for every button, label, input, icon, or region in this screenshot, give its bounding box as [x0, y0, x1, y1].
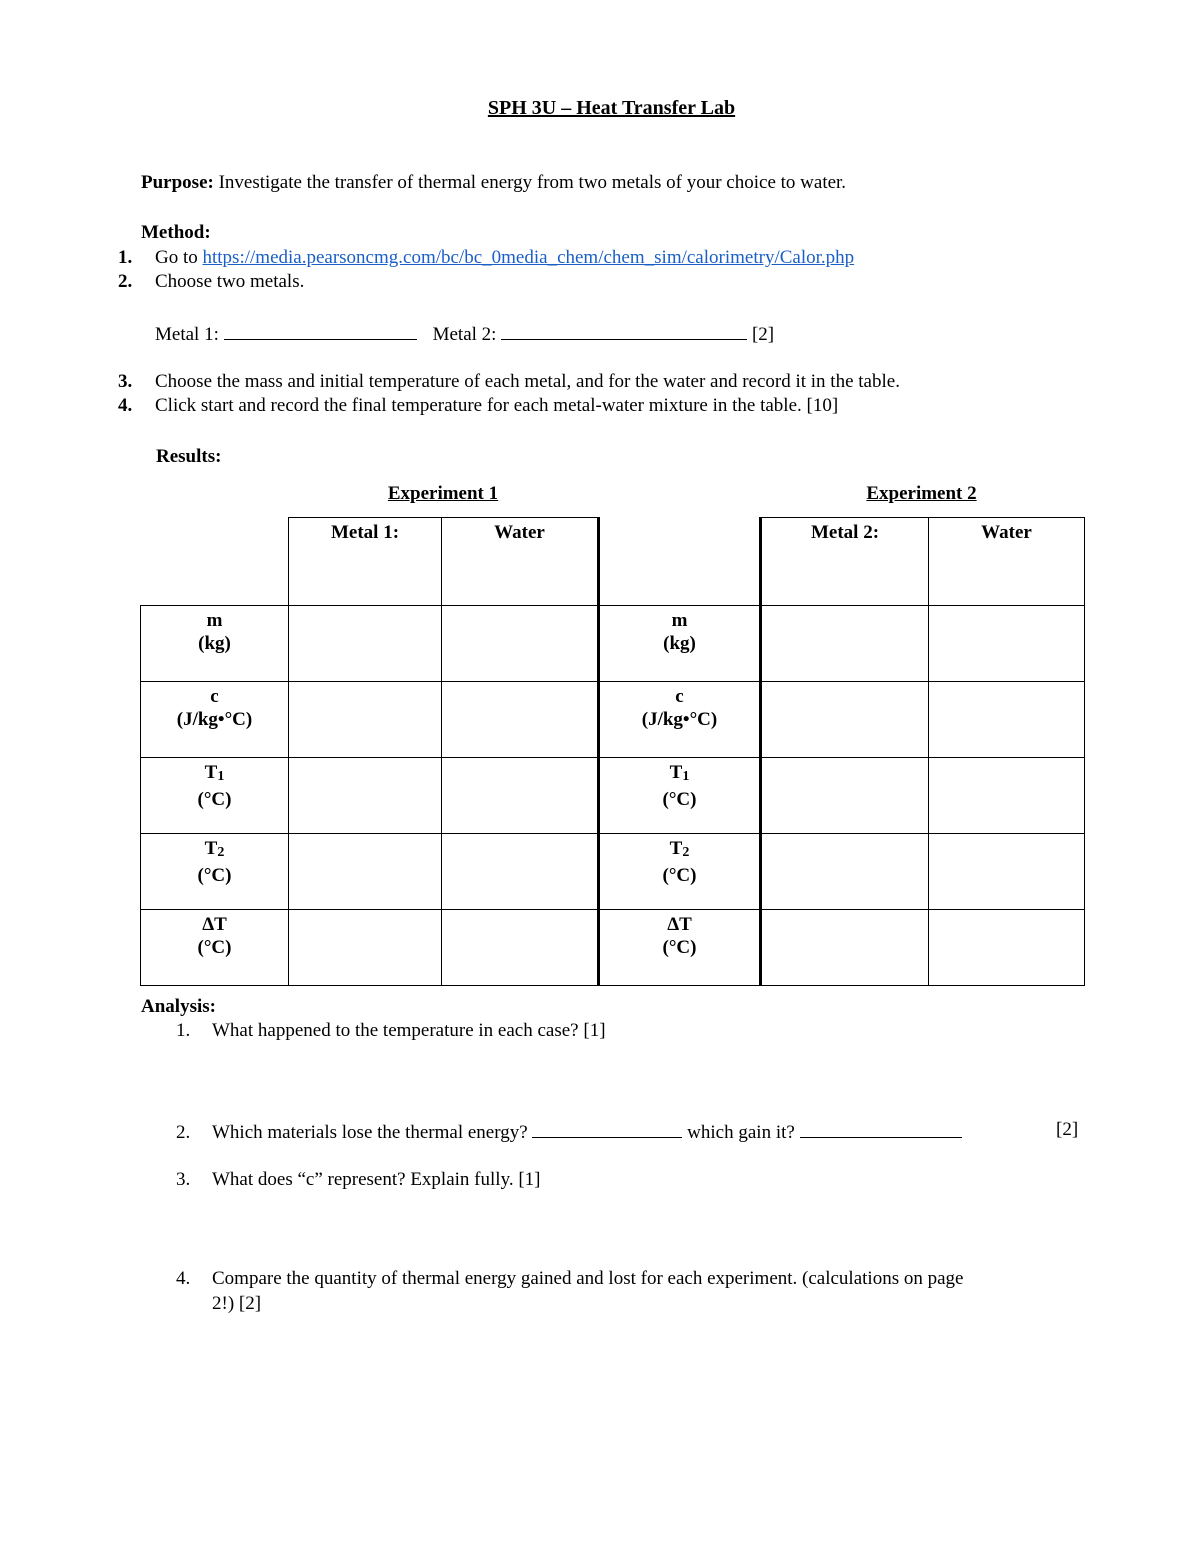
question-text-line1: Compare the quantity of thermal energy gained and lost for each experiment. (calculations on page	[212, 1268, 964, 1289]
quantity-symbol	[141, 837, 288, 864]
question-number: 2.	[176, 1122, 191, 1143]
results-table	[140, 517, 1085, 986]
quantity-symbol	[600, 837, 759, 864]
metal1-label: Metal 1:	[155, 324, 224, 345]
metal1-entry-cell[interactable]	[289, 682, 442, 758]
metal2-entry-cell[interactable]	[761, 758, 929, 834]
quantity-symbol	[600, 609, 759, 632]
quantity-unit: (°C)	[197, 789, 232, 810]
header-water1: Water	[442, 518, 599, 606]
experiment-2-heading: Experiment 2	[866, 483, 977, 504]
quantity-unit: (kg)	[663, 633, 696, 654]
quantity-unit: (kg)	[198, 633, 231, 654]
metal2-entry-cell[interactable]	[761, 606, 929, 682]
metals-marks: [2]	[747, 324, 775, 345]
purpose-label: Purpose:	[141, 172, 214, 193]
metal2-entry-cell[interactable]	[761, 834, 929, 910]
symbol-text: T	[204, 838, 218, 859]
question-text: What does “c” represent? Explain fully. [1]	[212, 1169, 541, 1190]
metal1-entry-cell[interactable]	[289, 758, 442, 834]
metal2-blank[interactable]	[501, 321, 747, 340]
quantity-unit: (J/kg•°C)	[641, 709, 718, 730]
simulation-link[interactable]: https://media.pearsoncmg.com/bc/bc_0media_chem/chem_sim/calorimetry/Calor.php	[202, 247, 855, 268]
quantity-unit: (°C)	[662, 937, 697, 958]
symbol-text: ΔT	[667, 914, 692, 935]
step-text: Go to	[155, 247, 203, 268]
water1-entry-cell[interactable]	[442, 834, 599, 910]
method-step-4	[118, 395, 838, 417]
step-text: Click start and record the final temperature for each metal-water mixture in the table. [10]	[155, 395, 839, 416]
page-title: SPH 3U – Heat Transfer Lab	[487, 97, 736, 119]
metal1-entry-cell[interactable]	[289, 834, 442, 910]
water2-entry-cell[interactable]	[929, 758, 1085, 834]
analysis-label: Analysis:	[141, 996, 216, 1017]
header-metal1: Metal 1:	[289, 518, 442, 606]
water2-entry-cell[interactable]	[929, 606, 1085, 682]
row-label	[141, 606, 289, 682]
row-label	[599, 834, 761, 910]
quantity-symbol	[600, 761, 759, 788]
symbol-subscript: 2	[682, 845, 690, 860]
method-step-2	[118, 271, 304, 293]
symbol-subscript: 1	[217, 769, 225, 784]
symbol-text: m	[671, 610, 688, 631]
row-label	[599, 910, 761, 986]
quantity-symbol	[141, 685, 288, 708]
step-number: 4.	[118, 395, 133, 416]
quantity-unit: (°C)	[662, 865, 697, 886]
purpose-line	[141, 172, 846, 194]
analysis-question-3	[176, 1169, 540, 1191]
symbol-text: ΔT	[202, 914, 227, 935]
table-row	[141, 682, 1085, 758]
quantity-symbol	[600, 913, 759, 936]
row-label	[141, 834, 289, 910]
metal1-blank[interactable]	[224, 321, 417, 340]
symbol-text: T	[669, 838, 683, 859]
quantity-unit: (°C)	[662, 789, 697, 810]
metal-choice-line	[155, 321, 774, 346]
question-4-continuation: 2!) [2]	[212, 1293, 262, 1314]
water1-entry-cell[interactable]	[442, 606, 599, 682]
analysis-question-1	[176, 1020, 606, 1042]
corner-cell	[141, 518, 289, 606]
water2-entry-cell[interactable]	[929, 682, 1085, 758]
question-number: 3.	[176, 1169, 191, 1190]
symbol-text: T	[204, 762, 218, 783]
row-label	[141, 758, 289, 834]
quantity-symbol	[141, 609, 288, 632]
header-metal2: Metal 2:	[761, 518, 929, 606]
purpose-text: Investigate the transfer of thermal energy from two metals of your choice to water.	[213, 172, 847, 193]
quantity-unit: (°C)	[197, 865, 232, 886]
experiment-1-heading: Experiment 1	[387, 483, 499, 504]
table-row	[141, 606, 1085, 682]
method-label: Method:	[141, 222, 211, 243]
question-number: 4.	[176, 1268, 191, 1289]
metal2-label: Metal 2:	[432, 324, 502, 345]
row-label	[141, 910, 289, 986]
question-text-b: which gain it?	[682, 1122, 800, 1143]
metal1-entry-cell[interactable]	[289, 606, 442, 682]
water1-entry-cell[interactable]	[442, 682, 599, 758]
quantity-symbol	[600, 685, 759, 708]
method-step-1	[118, 247, 854, 269]
water2-entry-cell[interactable]	[929, 834, 1085, 910]
table-row	[141, 910, 1085, 986]
quantity-unit: (°C)	[197, 937, 232, 958]
question-number: 1.	[176, 1020, 191, 1041]
gap-cell	[599, 518, 761, 606]
quantity-symbol	[141, 913, 288, 936]
header-water2: Water	[929, 518, 1085, 606]
row-label	[599, 606, 761, 682]
row-label	[141, 682, 289, 758]
metal2-entry-cell[interactable]	[761, 910, 929, 986]
metal1-entry-cell[interactable]	[289, 910, 442, 986]
step-number: 1.	[118, 247, 133, 268]
lose-energy-blank[interactable]	[532, 1119, 682, 1138]
analysis-question-2	[176, 1119, 962, 1144]
table-row	[141, 834, 1085, 910]
row-label	[599, 758, 761, 834]
analysis-question-4	[176, 1268, 963, 1290]
symbol-text: m	[206, 610, 223, 631]
step-text: Choose the mass and initial temperature of each metal, and for the water and record it in the table.	[155, 371, 900, 392]
quantity-symbol	[141, 761, 288, 788]
question-2-marks: [2]	[1056, 1119, 1079, 1140]
quantity-unit: (J/kg•°C)	[176, 709, 253, 730]
step-text: Choose two metals.	[155, 271, 305, 292]
symbol-text: c	[210, 686, 219, 707]
water1-entry-cell[interactable]	[442, 758, 599, 834]
symbol-subscript: 1	[682, 769, 690, 784]
symbol-text: c	[675, 686, 684, 707]
water2-entry-cell[interactable]	[929, 910, 1085, 986]
step-number: 3.	[118, 371, 133, 392]
metal2-entry-cell[interactable]	[761, 682, 929, 758]
symbol-text: T	[669, 762, 683, 783]
question-text: What happened to the temperature in each case? [1]	[212, 1020, 606, 1041]
table-header-row	[141, 518, 1085, 606]
water1-entry-cell[interactable]	[442, 910, 599, 986]
question-text-a: Which materials lose the thermal energy?	[212, 1122, 533, 1143]
gain-energy-blank[interactable]	[800, 1119, 962, 1138]
table-row	[141, 758, 1085, 834]
method-step-3	[118, 371, 900, 393]
row-label	[599, 682, 761, 758]
step-number: 2.	[118, 271, 133, 292]
symbol-subscript: 2	[217, 845, 225, 860]
results-label: Results:	[156, 446, 222, 467]
